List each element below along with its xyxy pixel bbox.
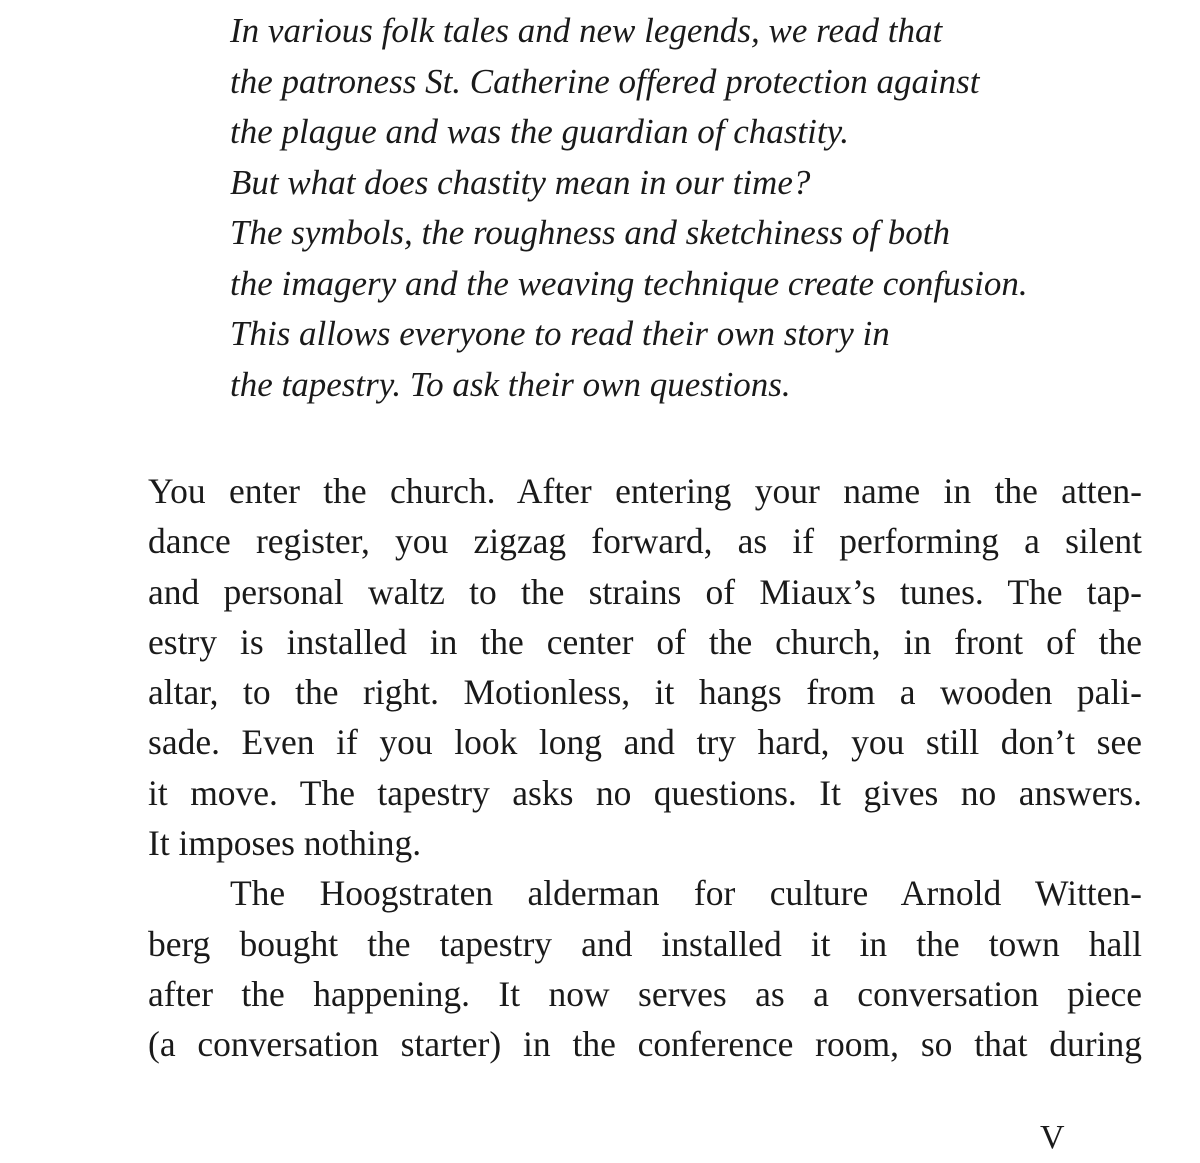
body-line: it move. The tapestry asks no questions. It gives no answers.: [148, 772, 1142, 813]
body-line: estry is installed in the center of the church, in front of the: [148, 621, 1142, 662]
body-line: altar, to the right. Motionless, it hangs from a wooden pali-: [148, 672, 1142, 713]
quote-line: But what does chastity mean in our time?: [230, 162, 811, 202]
quote-line: This allows everyone to read their own story in: [230, 314, 890, 353]
body-line: You enter the church. After entering your name in the atten-: [148, 471, 1142, 511]
body-line: berg bought the tapestry and installed it in the town hall: [148, 923, 1142, 964]
body-line: sade. Even if you look long and try hard, you still don’t see: [148, 722, 1142, 763]
body-text: [148, 466, 1142, 1070]
body-line: and personal waltz to the strains of Miaux’s tunes. The tap-: [148, 571, 1142, 612]
body-line: The Hoogstraten alderman for culture Arnold Witten-: [230, 873, 1142, 914]
quote-line: The symbols, the roughness and sketchiness of both: [230, 213, 951, 252]
block-quote: [230, 6, 1170, 410]
quote-line: the patroness St. Catherine offered protection against: [230, 61, 980, 101]
quote-line: the tapestry. To ask their own questions.: [230, 364, 791, 404]
body-line: dance register, you zigzag forward, as if performing a silent: [148, 521, 1142, 562]
body-line: (a conversation starter) in the conference room, so that during: [148, 1024, 1142, 1065]
body-line: after the happening. It now serves as a conversation piece: [148, 973, 1142, 1014]
body-line: It imposes nothing.: [148, 823, 422, 864]
quote-line: the imagery and the weaving technique create confusion.: [230, 263, 1028, 303]
quote-line: In various folk tales and new legends, we read that: [230, 11, 943, 50]
quote-line: the plague and was the guardian of chastity.: [230, 112, 849, 151]
page-number: V: [1040, 1119, 1065, 1156]
